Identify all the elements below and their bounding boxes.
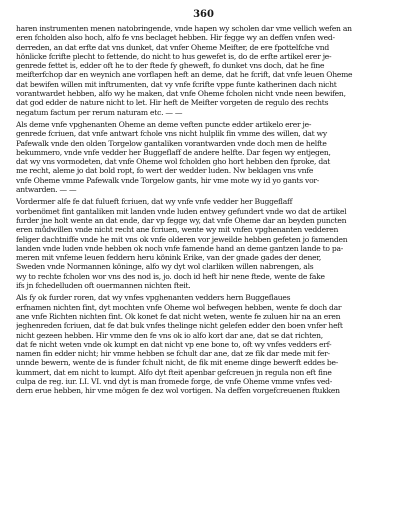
text-line: Pafewalk vnde den olden Torgelow gantaliken vorantwarden vnde doch men de helfte — [16, 138, 327, 148]
text-line: negatum factum per rerum naturam etc. — — — [16, 107, 183, 117]
text-line: wy to rechte fcholen wor vns des nod is, jo. doch id heft hir nene ftede, wente de fake — [16, 271, 325, 281]
text-line: culpa de reg. iur. LI. VI. vnd dyt is man fromede forge, de vnfe Oheme vmme vnfes ved- — [16, 376, 333, 386]
text-line: erfnamen nichten fint, dyt mochten vnfe Oheme wol befwegen hebben, wente fe doch dar — [16, 302, 342, 312]
text-line: antwarden. — — — [16, 185, 77, 195]
text-line: vorbenömet fint gantaliken mit landen vnde luden entwey gefundert vnde wo dat de artikel — [16, 206, 347, 216]
text-line: jeghenreden fcriuen, dat fe dat buk vnfes thelinge nicht gelefen edder den boen vnfer heft — [16, 321, 343, 331]
text-line: genrede fettet is, edder oft he to der ftede fy gheweft, fo dunket vns doch, dat he fine — [16, 61, 325, 71]
text-line: kummert, dat em nicht to kumpt. Alfo dyt fteit apenbar gefcreuen jn regula non eft fine — [16, 367, 332, 377]
paragraph — [16, 24, 391, 117]
page-number: 360 — [193, 9, 214, 20]
text-line: vnfe Oheme vmme Pafewalk vnde Torgelow gants, hir vme mote wy id yo gants vor- — [16, 175, 320, 185]
text-line: dat god edder de nature nicht to let. Hir heft de Meifter vorgeten de regulo des rechts — [16, 98, 329, 108]
text-line: hönlicke fcrifte plecht to fettende, do nicht to hus gewefet is, do de erfte artikel erer je- — [16, 51, 332, 61]
text-line: Als deme vnfe vpghenanten Oheme an deme veften puncte edder artikelo erer je- — [16, 119, 312, 129]
text-line: genrede fcriuen, dat vnfe antwart fchole vns nicht hulplik fin vmme des willen, dat wy — [16, 129, 327, 139]
text-line: dat wy vns vormodeten, dat vnfe Oheme wol fcholden gho hort hebben den fproke, dat — [16, 157, 331, 167]
text-line: dern erue hebben, hir vme mögen fe dez wol vortigen. Na deffen vorgefcreuenen ftukken — [16, 386, 340, 396]
page-body-text — [16, 24, 391, 396]
text-line: bekummero, vnde vnfe vedder her Buggeflaff de andere helfte. Dar fegen wy entjegen, — [16, 147, 331, 157]
text-line: feliger dachtniffe vnde he mit vns ok vnfe olderen vor jeweilde hebben gefeten jo famenden — [16, 234, 348, 244]
text-line: ifs jn fchedelluden oft ouermannen nichten fteit. — [16, 281, 191, 291]
text-line: eren fcholden also hoch, alfo fe vns beclaget hebben. Hir fegge wy an deffen vnfen wed- — [16, 33, 335, 43]
text-line: Als fy ok furder roren, dat wy vnfes vpghenanten vedders hern Buggeflaues — [16, 293, 291, 303]
text-line: haren instrumenten menen natobringende, vnde hapen wy scholen dar vme vellich wefen an — [16, 24, 352, 33]
text-line: meifterfchop dar en weynich ane vorflapen heft an deme, dat he fcrift, dat vnfe leuen Oheme — [16, 70, 353, 80]
text-line: namen fin edder nicht; hir vmme hebben se fchult dar ane, dat ze fik dar mede mit fer- — [16, 349, 330, 359]
text-line: Vordermer alfe fe dat fulueft fcriuen, dat wy vnfe vnfe vedder her Buggeflaff — [16, 197, 293, 207]
text-line: unnde bewern, wente de is funder fchult nicht, de fik mit eneme dinge bewerft eddes be- — [16, 358, 339, 368]
text-line: furder jne holt wente an dat ende, dar vp fegge wy, dat vnfe Oheme dar an beyden puncten — [16, 215, 347, 225]
text-line: derreden, an dat erfte dat vns dunket, dat vnfer Oheme Meifter, de ere fpottelfche vnd — [16, 42, 329, 52]
text-line: dat fe nicht weten vnde ok kumpt en dat nicht vp ene bone to, oft wy vnfes vedders erf- — [16, 339, 332, 349]
paragraph — [16, 120, 391, 194]
text-line: eren můdwillen vnde nicht recht ane fcriuen, wente wy mit vnfen vpghenanten vedderen — [16, 225, 339, 235]
text-line: landen vnde luden vnde hebben ok noch vnfe famende hand an deme gantzen lande to pa- — [16, 243, 344, 253]
text-line: vorantwardet hebben, alfo wy he maken, dat vnfe Oheme fcholen nicht vnde neen bewifen, — [16, 89, 346, 99]
paragraph — [16, 293, 391, 395]
paragraph — [16, 197, 391, 290]
text-line: me recht, aleme jo dat bold ropt, fo wert der wedder luden. Nw beklagen vns vnfe — [16, 166, 314, 176]
text-line: ane vnfe Richten nichten fint. Ok konet fe dat nicht weten, wente fe zuluen hir na an eren — [16, 311, 341, 321]
text-line: Sweden vnde Normannen köninge, alfo wy dyt wol clarliken willen nabrengen, als — [16, 262, 314, 272]
text-line: nicht gezeen hebben. Hir vmme den fe vns ok io alfo kort dar ane, dat se dat richten, — [16, 330, 323, 340]
text-line: dat bewifen willen mit inftrumenten, dat vy vnfe fcrifte vppe funte katherinen dach nicht — [16, 79, 337, 89]
text-line: meren mit vnfeme leuen feddern heru könink Erike, van der gnade gades der dener, — [16, 253, 322, 263]
